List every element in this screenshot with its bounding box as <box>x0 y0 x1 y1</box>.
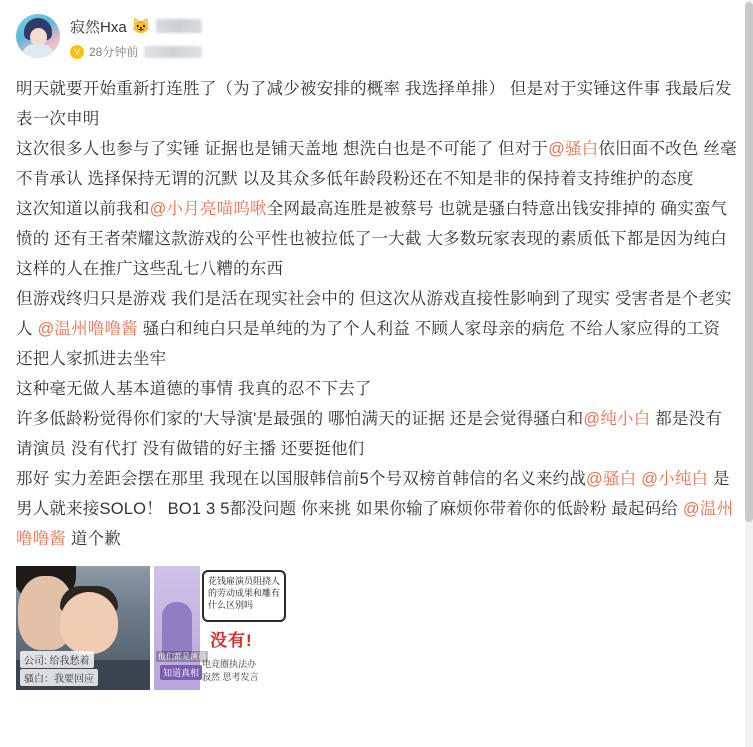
post-text: 那好 实力差距会摆在那里 我现在以国服韩信前5个号双榜首韩信的名义来约战 <box>16 470 587 488</box>
post-text: 但游戏终归只是游戏 我们是活在现实社会中的 但这次从游戏直接性影响到了现实 受害者是个老实人 <box>16 290 732 338</box>
comic-emphasis-text: 没有! <box>210 631 253 650</box>
mention-link[interactable]: @小月亮喵呜啾 <box>149 200 267 218</box>
avatar[interactable] <box>16 14 60 58</box>
post-content <box>16 74 737 554</box>
mention-link[interactable]: @纯小白 <box>583 410 651 428</box>
post-meta <box>70 43 202 60</box>
post-header-text <box>70 14 202 60</box>
comic-dialog-2: 知道真相 <box>160 665 202 680</box>
blurred-source <box>144 46 202 58</box>
post-paragraph <box>16 374 737 404</box>
scrollbar-track[interactable] <box>745 0 753 747</box>
post-text: 是男人就来接SOLO！ BO1 3 5都没问题 你来挑 如果你输了麻烦你带着你的低龄粉 最起码给 <box>16 470 730 518</box>
post-paragraph <box>16 134 737 194</box>
cat-emoji-icon: 😺 <box>131 17 151 35</box>
post-paragraph <box>16 194 737 284</box>
post-paragraph <box>16 464 737 554</box>
scrollbar-thumb[interactable] <box>745 2 753 522</box>
blurred-badge <box>156 19 202 33</box>
photo-baby-face <box>60 592 118 654</box>
author-row <box>70 15 202 37</box>
post-image-photo[interactable] <box>16 566 150 690</box>
post-text: 许多低龄粉觉得你们家的'大导演'是最强的 哪怕满天的证据 还是会觉得骚白和 <box>16 410 584 428</box>
comic-dialog-1: 他们都是演员 <box>158 652 206 661</box>
post-paragraph <box>16 404 737 464</box>
post-header <box>16 14 737 60</box>
post-text: 明天就要开始重新打连胜了（为了减少被安排的概率 我选择单排） 但是对于实锤这件事 我最后发表一次申明 <box>16 80 732 128</box>
photo-caption-2: 骚白：我要回应 <box>20 669 98 686</box>
post-text: 道个歉 <box>66 530 121 548</box>
vip-badge-icon: V <box>70 45 84 59</box>
post-text: 全网最高连胜是被蔡号 也就是骚白特意出钱安排掉的 确实蛮气愤的 还有王者荣耀这款游戏的公平性也被拉低了一大截 大多数玩家表现的素质低下都是因为纯白这样的人在推广这些乱七八糟的东西 <box>16 200 728 278</box>
post-text: 骚白和纯白只是单纯的为了个人利益 不顾人家母亲的病危 不给人家应得的工资 还把人家抓进去坐牢 <box>16 320 721 368</box>
post-text: 这次知道以前我和 <box>16 200 150 218</box>
post-text: 这次很多人也参与了实锤 证据也是铺天盖地 想洗白也是不可能了 但对于 <box>16 140 549 158</box>
mention-link[interactable]: @温州噜噜酱 <box>16 500 734 548</box>
post-images <box>16 566 737 690</box>
post-timestamp[interactable]: 28分钟前 <box>89 45 139 59</box>
mention-link[interactable]: @温州噜噜酱 <box>37 320 138 338</box>
post-image-comic[interactable] <box>154 566 288 690</box>
post-paragraph <box>16 74 737 134</box>
author-name[interactable]: 寂然Hxa <box>70 18 127 36</box>
comic-caption-line-2: 寂然 思考发言 <box>202 672 259 682</box>
post-text: 都是没有请演员 没有代打 没有做错的好主播 还要挺他们 <box>16 410 723 458</box>
comic-caption <box>202 658 259 684</box>
mention-link[interactable]: @骚白 <box>548 140 599 158</box>
mention-link[interactable]: @小纯白 <box>641 470 709 488</box>
avatar-body <box>22 44 54 58</box>
comic-figure <box>162 602 192 658</box>
comic-speech-bubble: 花钱雇演员阻挠人的劳动成果和雕有什么区别吗 <box>202 570 286 622</box>
post-text: 依旧面不改色 丝毫不肯承认 选择保持无谓的沉默 以及其众多低年龄段粉还在不知是非的保持着支持维护的态度 <box>16 140 737 188</box>
post-paragraph <box>16 284 737 374</box>
photo-caption-1: 公司: 给我愁着 <box>20 651 94 668</box>
post-text: 这种毫无做人基本道德的事情 我真的忍不下去了 <box>16 380 372 398</box>
comic-caption-line-1: 电竞圈执法办 <box>202 659 257 669</box>
mention-link[interactable]: @骚白 <box>586 470 637 488</box>
